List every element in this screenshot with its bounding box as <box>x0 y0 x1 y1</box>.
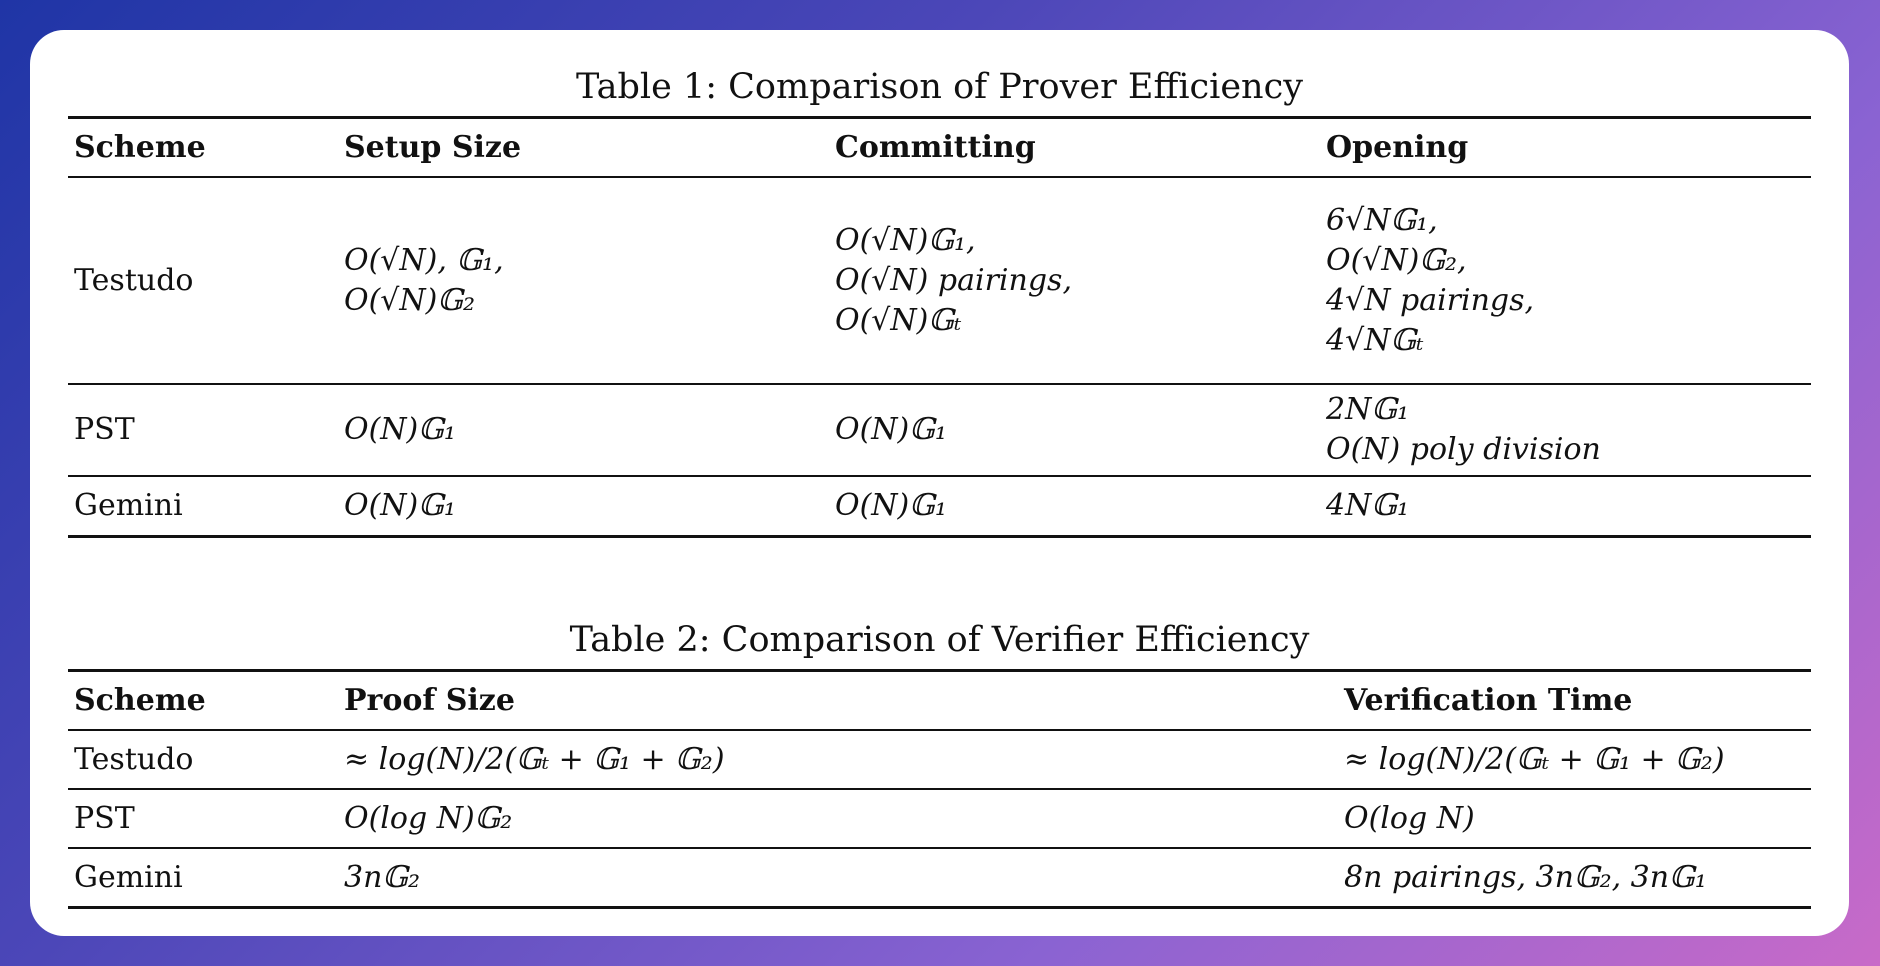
verification-time-cell: 8n pairings, 3n𝔾₂, 3n𝔾₁ <box>1344 859 1707 895</box>
table-row <box>68 789 1811 848</box>
cell-line: O(√N), 𝔾₁, <box>344 242 504 278</box>
prover-efficiency-table <box>68 116 1811 538</box>
header-proof-size: Proof Size <box>338 671 1338 731</box>
committing-cell <box>829 177 1320 384</box>
setup-size-cell: O(N)𝔾₁ <box>338 384 829 476</box>
cell-line: O(√N)𝔾ₜ <box>835 302 962 338</box>
setup-size-cell: O(N)𝔾₁ <box>344 488 456 523</box>
table1-header-row <box>68 118 1811 178</box>
opening-cell: 4N𝔾₁ <box>1326 488 1409 523</box>
cell-line: 6√N𝔾₁, <box>1326 202 1438 238</box>
verification-time-cell: ≈ log(N)/2(𝔾ₜ + 𝔾₁ + 𝔾₂) <box>1338 730 1811 789</box>
table-row <box>68 177 1811 384</box>
table-row <box>68 730 1811 789</box>
cell-line: O(√N)𝔾₂, <box>1326 242 1467 278</box>
header-opening: Opening <box>1320 118 1811 178</box>
header-scheme: Scheme <box>68 118 338 178</box>
committing-cell: O(N)𝔾₁ <box>829 384 1320 476</box>
verifier-efficiency-block <box>68 620 1811 909</box>
paper-card <box>30 30 1849 936</box>
cell-line: O(√N)𝔾₁, <box>835 222 976 258</box>
opening-cell <box>1320 384 1811 476</box>
table2-header-row <box>68 671 1811 731</box>
cell-line: O(√N)𝔾₂ <box>344 282 476 318</box>
cell-line: 2N𝔾₁ <box>1326 392 1409 427</box>
scheme-cell: Gemini <box>74 488 183 523</box>
scheme-cell: PST <box>68 384 338 476</box>
cell-line: 4√N pairings, <box>1326 282 1535 318</box>
opening-cell <box>1320 177 1811 384</box>
cell-line: 4√N𝔾ₜ <box>1326 322 1424 358</box>
table2-caption: Table 2: Comparison of Verifier Efficiency <box>569 620 1310 660</box>
header-verification-time: Verification Time <box>1338 671 1811 731</box>
scheme-cell: Gemini <box>74 859 183 895</box>
table-row <box>68 476 1811 537</box>
scheme-cell: Testudo <box>68 730 338 789</box>
cell-line: O(N) poly division <box>1326 432 1601 467</box>
scheme-cell: Testudo <box>68 177 338 384</box>
verification-time-cell: O(log N) <box>1338 789 1811 848</box>
committing-cell: O(N)𝔾₁ <box>835 488 947 523</box>
setup-size-cell <box>338 177 829 384</box>
verifier-efficiency-table <box>68 669 1811 909</box>
table-row <box>68 848 1811 908</box>
scheme-cell: PST <box>68 789 338 848</box>
proof-size-cell: 3n𝔾₂ <box>344 859 421 895</box>
header-committing: Committing <box>829 118 1320 178</box>
cell-line: O(√N) pairings, <box>835 262 1072 298</box>
proof-size-cell: O(log N)𝔾₂ <box>338 789 1338 848</box>
header-scheme: Scheme <box>68 671 338 731</box>
table-row <box>68 384 1811 476</box>
prover-efficiency-block <box>68 67 1811 538</box>
header-setup-size: Setup Size <box>338 118 829 178</box>
table1-caption: Table 1: Comparison of Prover Efficiency <box>576 67 1303 107</box>
proof-size-cell: ≈ log(N)/2(𝔾ₜ + 𝔾₁ + 𝔾₂) <box>338 730 1338 789</box>
